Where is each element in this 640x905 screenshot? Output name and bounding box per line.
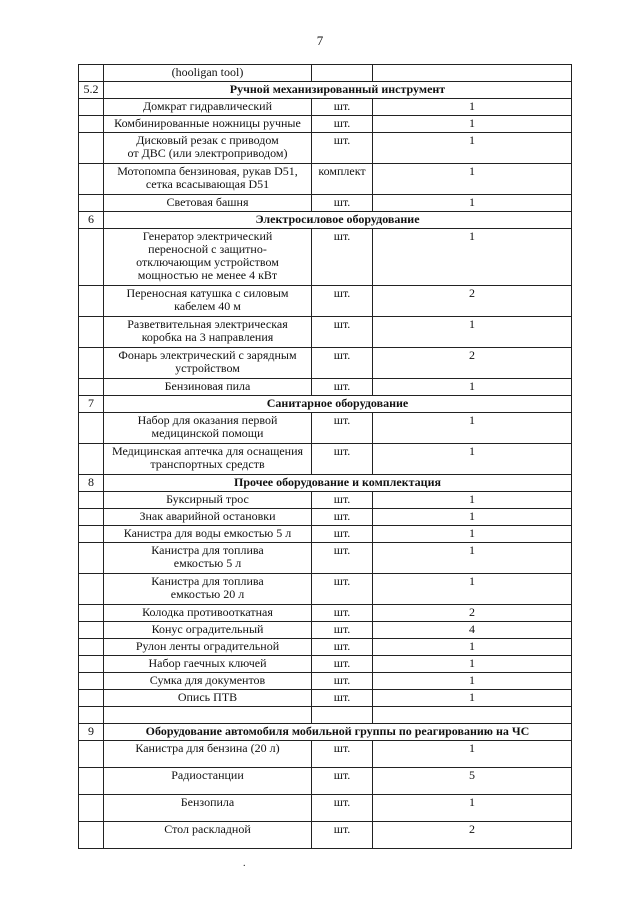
table-row [79, 822, 572, 849]
item-quantity: 2 [373, 286, 572, 317]
table-row [79, 707, 572, 724]
item-unit: шт. [312, 673, 373, 690]
item-unit: шт. [312, 656, 373, 673]
item-name: Канистра для топлива емкостью 5 л [104, 543, 312, 574]
item-unit: шт. [312, 690, 373, 707]
item-quantity: 1 [373, 795, 572, 822]
item-number [79, 348, 104, 379]
item-number [79, 574, 104, 605]
section-row [79, 475, 572, 492]
item-number [79, 768, 104, 795]
table-row [79, 574, 572, 605]
table-row [79, 133, 572, 164]
item-name [104, 707, 312, 724]
item-name: Разветвительная электрическая коробка на 3 направления [104, 317, 312, 348]
item-number [79, 690, 104, 707]
item-quantity [373, 707, 572, 724]
item-name: Знак аварийной остановки [104, 509, 312, 526]
item-name: Дисковый резак с приводом от ДВС (или электроприводом) [104, 133, 312, 164]
table-row [79, 509, 572, 526]
item-name: Рулон ленты оградительной [104, 639, 312, 656]
item-number [79, 379, 104, 396]
table-row [79, 195, 572, 212]
item-quantity: 1 [373, 656, 572, 673]
item-name: Бензопила [104, 795, 312, 822]
table-row [79, 543, 572, 574]
item-quantity: 4 [373, 622, 572, 639]
table-row [79, 164, 572, 195]
section-row [79, 396, 572, 413]
section-title: Ручной механизированный инструмент [104, 82, 572, 99]
table-row [79, 741, 572, 768]
item-number [79, 286, 104, 317]
item-number [79, 133, 104, 164]
item-unit: шт. [312, 574, 373, 605]
item-quantity: 1 [373, 444, 572, 475]
section-title: Электросиловое оборудование [104, 212, 572, 229]
item-number [79, 65, 104, 82]
item-quantity: 1 [373, 741, 572, 768]
table-row [79, 286, 572, 317]
item-name: Колодка противооткатная [104, 605, 312, 622]
item-number [79, 622, 104, 639]
item-number [79, 444, 104, 475]
item-quantity: 1 [373, 164, 572, 195]
item-name: Генератор электрический переносной с защитно- отключающим устройством мощностью не менее 4 кВт [104, 229, 312, 286]
item-number [79, 543, 104, 574]
item-unit [312, 707, 373, 724]
item-name: (hooligan tool) [104, 65, 312, 82]
item-quantity: 2 [373, 822, 572, 849]
item-quantity: 1 [373, 116, 572, 133]
item-quantity: 1 [373, 195, 572, 212]
item-number [79, 509, 104, 526]
item-name: Световая башня [104, 195, 312, 212]
item-unit: шт. [312, 741, 373, 768]
table-row [79, 379, 572, 396]
item-quantity: 1 [373, 543, 572, 574]
item-unit [312, 65, 373, 82]
item-quantity: 1 [373, 690, 572, 707]
item-quantity: 2 [373, 348, 572, 379]
item-quantity: 1 [373, 526, 572, 543]
item-number [79, 195, 104, 212]
item-name: Стол раскладной [104, 822, 312, 849]
item-name: Переносная катушка с силовым кабелем 40 м [104, 286, 312, 317]
item-quantity: 1 [373, 379, 572, 396]
item-unit: шт. [312, 413, 373, 444]
item-unit: шт. [312, 133, 373, 164]
item-quantity: 1 [373, 229, 572, 286]
item-name: Бензиновая пила [104, 379, 312, 396]
item-number [79, 605, 104, 622]
item-number [79, 656, 104, 673]
item-quantity: 1 [373, 509, 572, 526]
item-number [79, 413, 104, 444]
table-row [79, 348, 572, 379]
item-unit: шт. [312, 639, 373, 656]
item-name: Мотопомпа бензиновая, рукав D51, сетка всасывающая D51 [104, 164, 312, 195]
item-name: Набор для оказания первой медицинской помощи [104, 413, 312, 444]
section-row [79, 724, 572, 741]
item-quantity: 1 [373, 133, 572, 164]
section-title: Санитарное оборудование [104, 396, 572, 413]
table-row [79, 492, 572, 509]
table-row [79, 690, 572, 707]
item-unit: шт. [312, 509, 373, 526]
item-number [79, 526, 104, 543]
table-row [79, 229, 572, 286]
section-row [79, 82, 572, 99]
item-name: Фонарь электрический с зарядным устройством [104, 348, 312, 379]
item-unit: шт. [312, 605, 373, 622]
page-number: 7 [316, 33, 324, 48]
table-row [79, 639, 572, 656]
table-row [79, 605, 572, 622]
item-name: Канистра для воды емкостью 5 л [104, 526, 312, 543]
table-row [79, 526, 572, 543]
item-name: Буксирный трос [104, 492, 312, 509]
item-unit: шт. [312, 116, 373, 133]
item-unit: шт. [312, 492, 373, 509]
item-name: Радиостанции [104, 768, 312, 795]
item-number [79, 492, 104, 509]
item-number [79, 741, 104, 768]
item-name: Опись ПТВ [104, 690, 312, 707]
item-number [79, 164, 104, 195]
table-row [79, 317, 572, 348]
item-unit: шт. [312, 822, 373, 849]
table-row [79, 622, 572, 639]
item-unit: шт. [312, 195, 373, 212]
item-unit: шт. [312, 526, 373, 543]
item-name: Медицинская аптечка для оснащения транспортных средств [104, 444, 312, 475]
item-unit: шт. [312, 543, 373, 574]
item-name: Конус оградительный [104, 622, 312, 639]
table-row [79, 116, 572, 133]
item-quantity: 1 [373, 639, 572, 656]
item-quantity: 5 [373, 768, 572, 795]
item-name: Канистра для топлива емкостью 20 л [104, 574, 312, 605]
table-row [79, 413, 572, 444]
item-number [79, 707, 104, 724]
item-number [79, 822, 104, 849]
item-unit: шт. [312, 317, 373, 348]
item-number [79, 673, 104, 690]
item-unit: шт. [312, 444, 373, 475]
section-row [79, 212, 572, 229]
section-number: 9 [79, 724, 104, 741]
item-number [79, 229, 104, 286]
item-unit: шт. [312, 768, 373, 795]
item-quantity: 1 [373, 99, 572, 116]
item-name: Комбинированные ножницы ручные [104, 116, 312, 133]
item-name: Домкрат гидравлический [104, 99, 312, 116]
item-number [79, 99, 104, 116]
item-unit: шт. [312, 379, 373, 396]
table-row [79, 444, 572, 475]
footer-mark: . [243, 858, 246, 869]
item-unit: шт. [312, 286, 373, 317]
item-number [79, 639, 104, 656]
item-quantity [373, 65, 572, 82]
section-number: 8 [79, 475, 104, 492]
section-title: Оборудование автомобиля мобильной группы по реагированию на ЧС [104, 724, 572, 741]
item-unit: шт. [312, 229, 373, 286]
item-unit: шт. [312, 348, 373, 379]
section-number: 7 [79, 396, 104, 413]
item-name: Канистра для бензина (20 л) [104, 741, 312, 768]
item-name: Сумка для документов [104, 673, 312, 690]
item-number [79, 317, 104, 348]
table-row [79, 65, 572, 82]
section-title: Прочее оборудование и комплектация [104, 475, 572, 492]
section-number: 6 [79, 212, 104, 229]
item-quantity: 1 [373, 673, 572, 690]
item-number [79, 116, 104, 133]
table-row [79, 656, 572, 673]
item-name: Набор гаечных ключей [104, 656, 312, 673]
item-unit: шт. [312, 622, 373, 639]
item-number [79, 795, 104, 822]
item-quantity: 1 [373, 574, 572, 605]
item-quantity: 2 [373, 605, 572, 622]
table-row [79, 673, 572, 690]
table-row [79, 99, 572, 116]
item-quantity: 1 [373, 317, 572, 348]
equipment-table [78, 64, 572, 849]
item-unit: комплект [312, 164, 373, 195]
item-quantity: 1 [373, 492, 572, 509]
item-quantity: 1 [373, 413, 572, 444]
section-number: 5.2 [79, 82, 104, 99]
item-unit: шт. [312, 99, 373, 116]
table-row [79, 795, 572, 822]
table-row [79, 768, 572, 795]
item-unit: шт. [312, 795, 373, 822]
